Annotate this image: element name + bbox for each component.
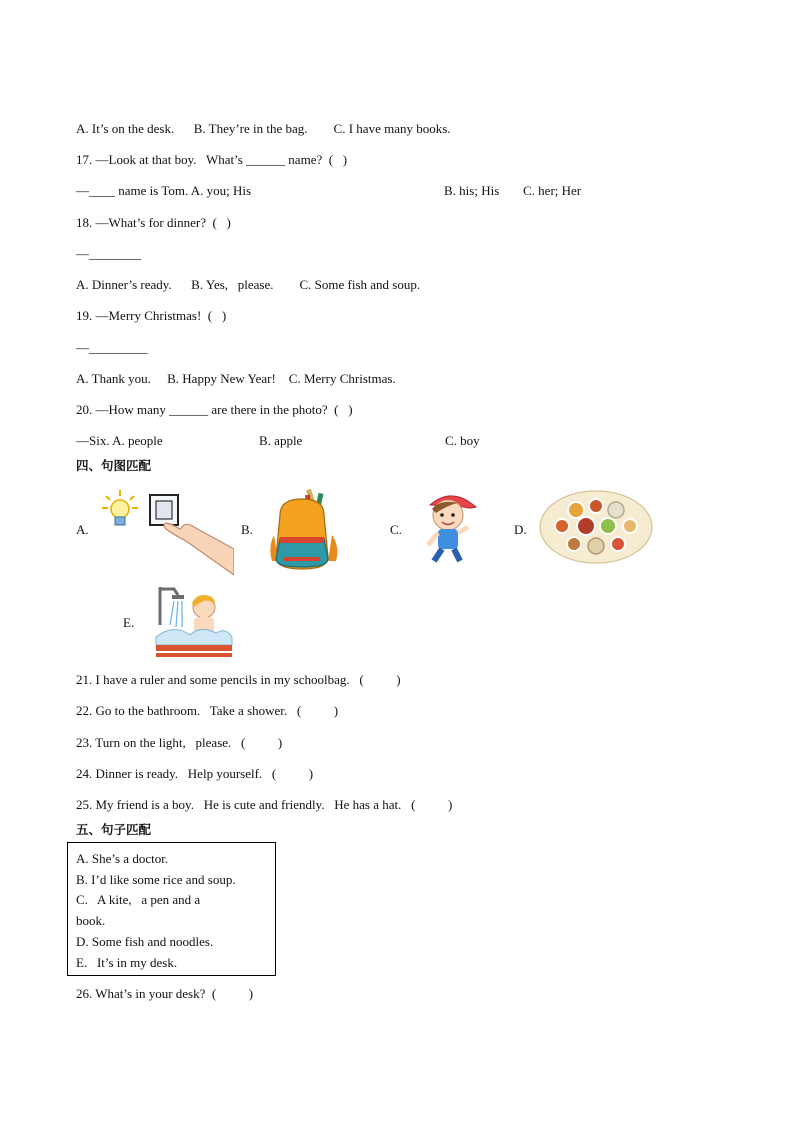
boy-with-hat-icon: [418, 487, 480, 567]
section5-heading: 五、句子匹配: [76, 822, 152, 837]
q26-question: 26. What’s in your desk? ( ): [76, 986, 254, 1001]
option-c-continued: book.: [76, 913, 106, 928]
picture-label-e: E.: [123, 615, 135, 630]
q24-question: 24. Dinner is ready. Help yourself. ( ): [76, 766, 314, 781]
section4-heading: 四、句图匹配: [76, 458, 152, 473]
option-b: B. I’d like some rice and soup.: [76, 872, 236, 887]
q19-blank: —_________: [76, 340, 148, 355]
light-switch-icon: [100, 487, 234, 575]
dinner-plate-icon: [538, 488, 654, 566]
q19-options: A. Thank you. B. Happy New Year! C. Merry Christmas.: [76, 371, 396, 386]
option-c: C. A kite, a pen and a: [76, 892, 201, 907]
q20-question: 20. —How many ______ are there in the photo? ( ): [76, 402, 353, 417]
q20-option-c: C. boy: [445, 433, 480, 448]
option-a: A. She’s a doctor.: [76, 851, 169, 866]
q20-answer-line: —Six. A. people: [76, 433, 163, 448]
picture-label-c: C.: [390, 522, 402, 537]
q18-blank: —________: [76, 246, 141, 261]
q16-options: A. It’s on the desk. B. They’re in the bag. C. I have many books.: [76, 121, 451, 136]
picture-label-a: A.: [76, 522, 89, 537]
q22-question: 22. Go to the bathroom. Take a shower. ( ): [76, 703, 339, 718]
options-box: [67, 842, 276, 976]
q21-question: 21. I have a ruler and some pencils in my schoolbag. ( ): [76, 672, 401, 687]
q19-question: 19. —Merry Christmas! ( ): [76, 308, 227, 323]
q25-question: 25. My friend is a boy. He is cute and friendly. He has a hat. ( ): [76, 797, 453, 812]
q17-option-c: C. her; Her: [523, 183, 582, 198]
q18-question: 18. —What’s for dinner? ( ): [76, 215, 231, 230]
option-d: D. Some fish and noodles.: [76, 934, 214, 949]
q18-options: A. Dinner’s ready. B. Yes, please. C. Some fish and soup.: [76, 277, 421, 292]
q23-question: 23. Turn on the light, please. ( ): [76, 735, 283, 750]
shower-icon: [154, 585, 234, 661]
q20-option-b: B. apple: [259, 433, 303, 448]
picture-label-b: B.: [241, 522, 253, 537]
q17-option-b: B. his; His: [444, 183, 500, 198]
schoolbag-icon: [266, 487, 346, 573]
option-e: E. It’s in my desk.: [76, 955, 178, 970]
q17-question: 17. —Look at that boy. What’s ______ name? ( ): [76, 152, 348, 167]
picture-label-d: D.: [514, 522, 527, 537]
q17-answer-line: —____ name is Tom. A. you; His: [76, 183, 252, 198]
